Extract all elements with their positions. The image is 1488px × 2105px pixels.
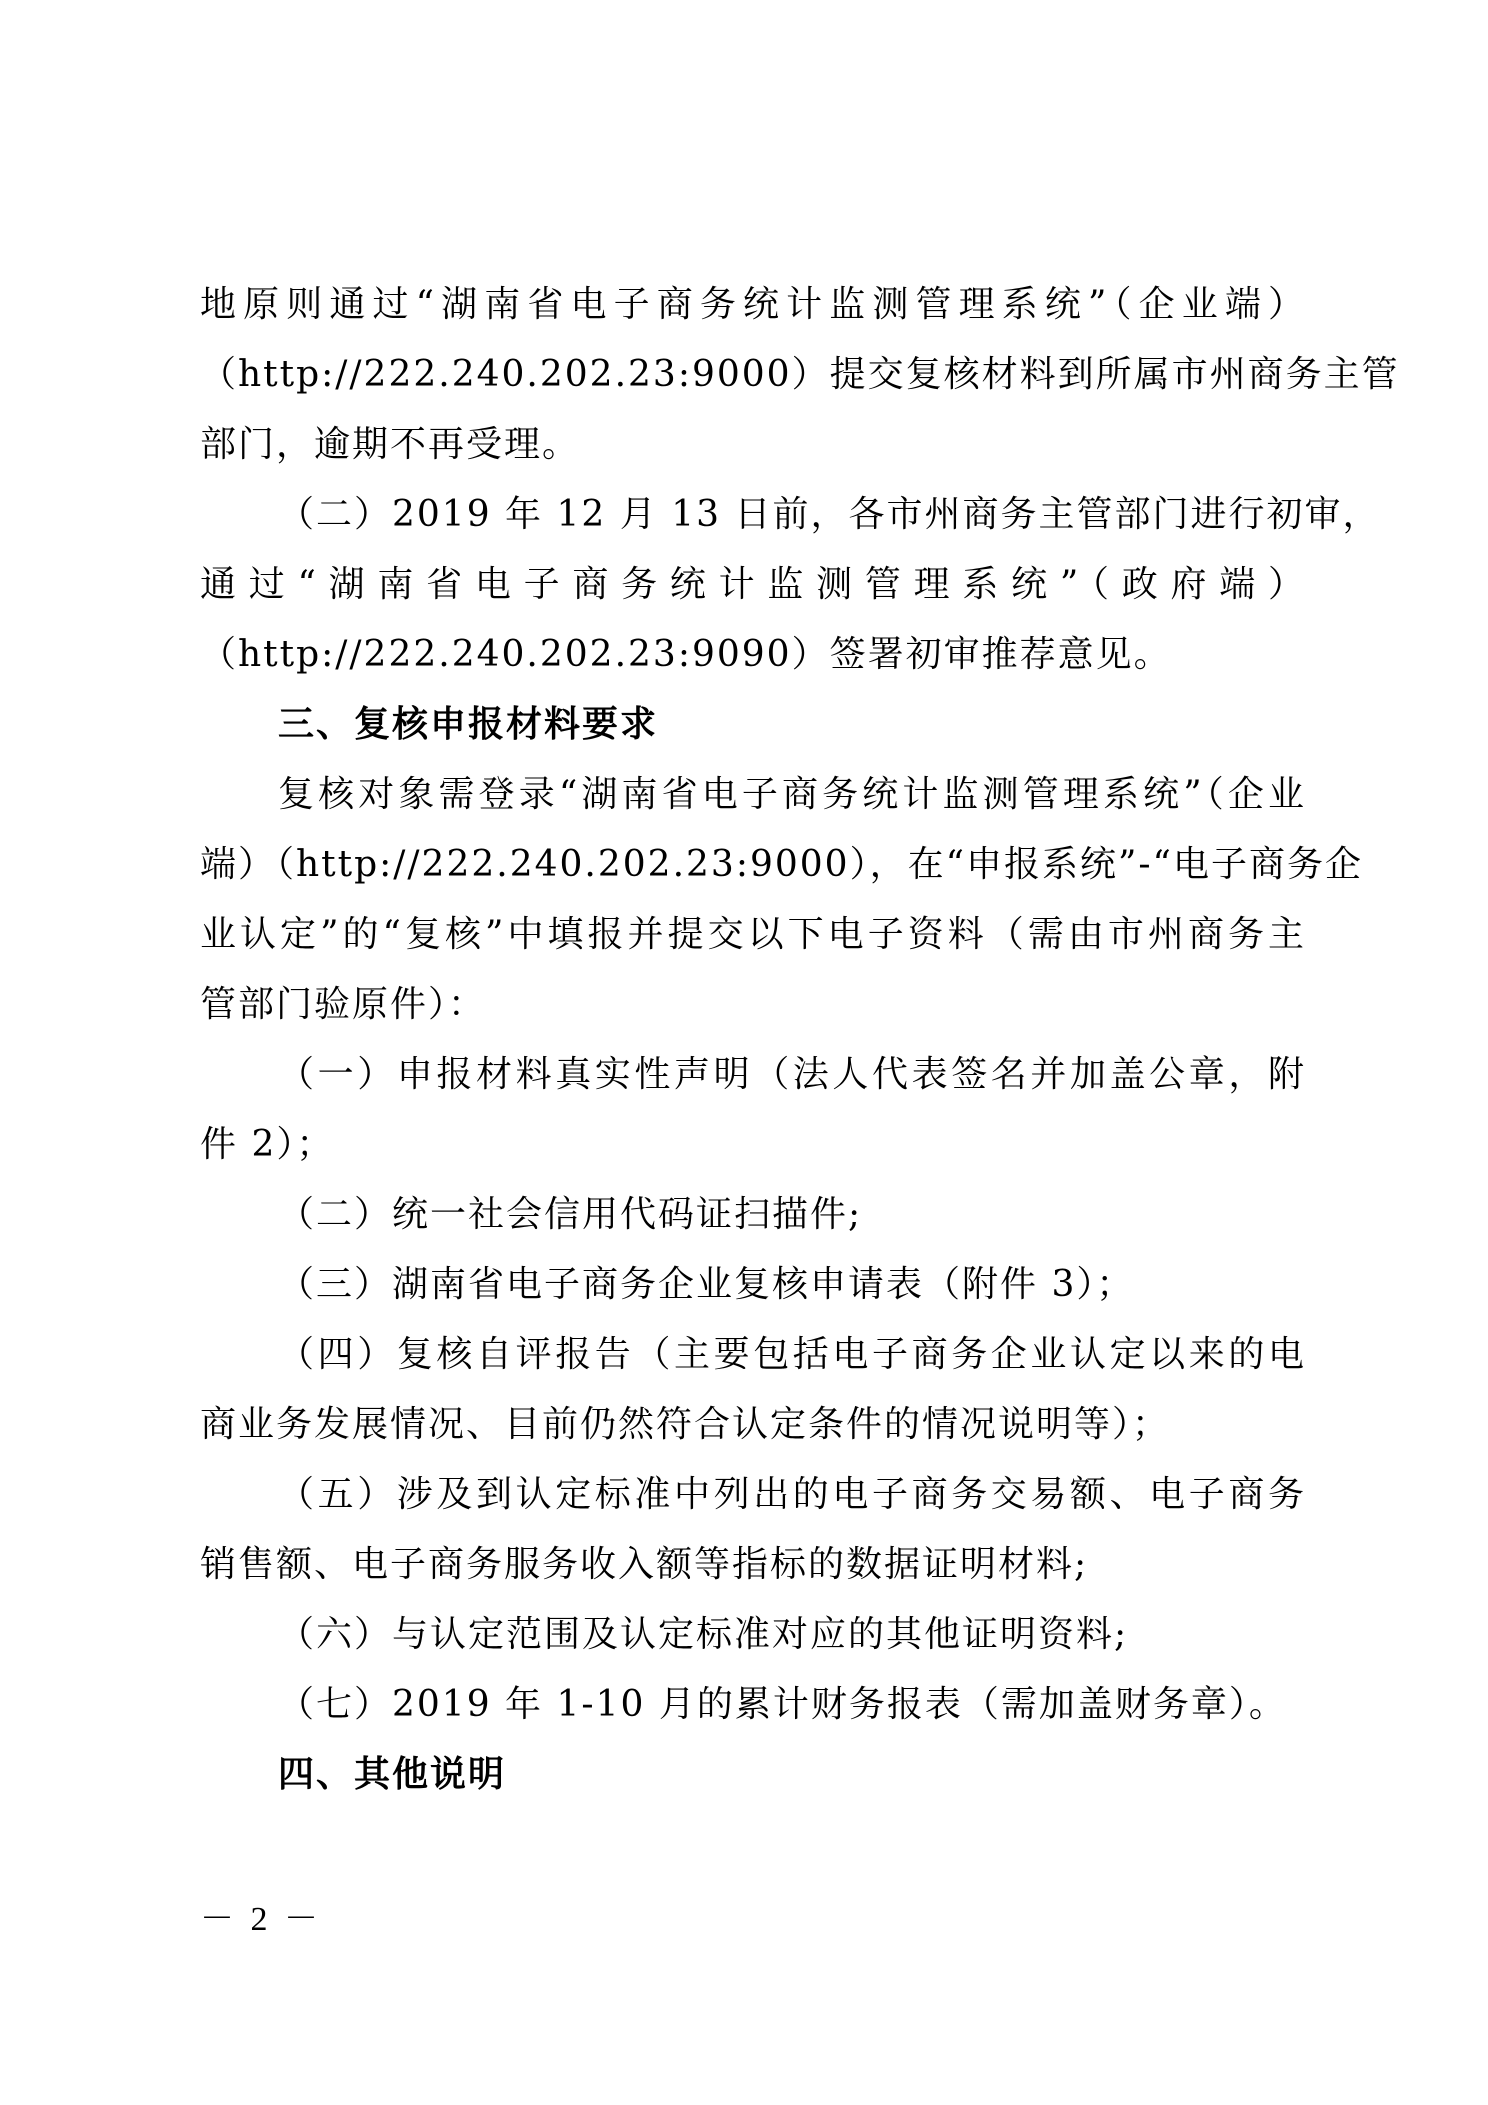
- paragraph-line: 地原则通过“湖南省电子商务统计监测管理系统”（企业端）: [200, 284, 1306, 325]
- paragraph-line: 商业务发展情况、目前仍然符合认定条件的情况说明等）；: [200, 1404, 1171, 1445]
- section-heading: 四、其他说明: [278, 1754, 507, 1795]
- paragraph-line: （http://222.240.202.23:9090）签署初审推荐意见。: [200, 634, 1172, 675]
- paragraph-line: 销售额、电子商务服务收入额等指标的数据证明材料;: [200, 1544, 1089, 1585]
- paragraph-line: 件 2）；: [200, 1124, 335, 1165]
- paragraph-line: （三）湖南省电子商务企业复核申请表（附件 3）；: [278, 1264, 1135, 1305]
- paragraph-line: （一）申报材料真实性声明（法人代表签名并加盖公章，附: [278, 1054, 1306, 1095]
- paragraph-line: （http://222.240.202.23:9000）提交复核材料到所属市州商务主管: [200, 354, 1400, 395]
- paragraph-line: （四）复核自评报告（主要包括电子商务企业认定以来的电: [278, 1334, 1306, 1375]
- paragraph-line: 复核对象需登录“湖南省电子商务统计监测管理系统”（企业: [278, 774, 1306, 815]
- paragraph-line: 部门，逾期不再受理。: [200, 424, 581, 465]
- paragraph-line: （五）涉及到认定标准中列出的电子商务交易额、电子商务: [278, 1474, 1306, 1515]
- paragraph-line: 通过“湖南省电子商务统计监测管理系统”（政府端）: [200, 564, 1306, 605]
- paragraph-line: （七）2019 年 1-10 月的累计财务报表（需加盖财务章）。: [278, 1684, 1287, 1725]
- paragraph-line: 业认定”的“复核”中填报并提交以下电子资料（需由市州商务主: [200, 914, 1306, 955]
- paragraph-line: （二）统一社会信用代码证扫描件;: [278, 1194, 863, 1235]
- page-number: － 2 －: [200, 1901, 322, 1938]
- paragraph-line: （二）2019 年 12 月 13 日前，各市州商务主管部门进行初审，: [278, 494, 1381, 535]
- paragraph-line: 管部门验原件）：: [200, 984, 487, 1025]
- document-body: [200, 270, 1400, 1810]
- section-heading: 三、复核申报材料要求: [278, 704, 659, 745]
- paragraph-line: 端）（http://222.240.202.23:9000），在“申报系统”-“电子商务企: [200, 844, 1363, 885]
- paragraph-line: （六）与认定范围及认定标准对应的其他证明资料;: [278, 1614, 1129, 1655]
